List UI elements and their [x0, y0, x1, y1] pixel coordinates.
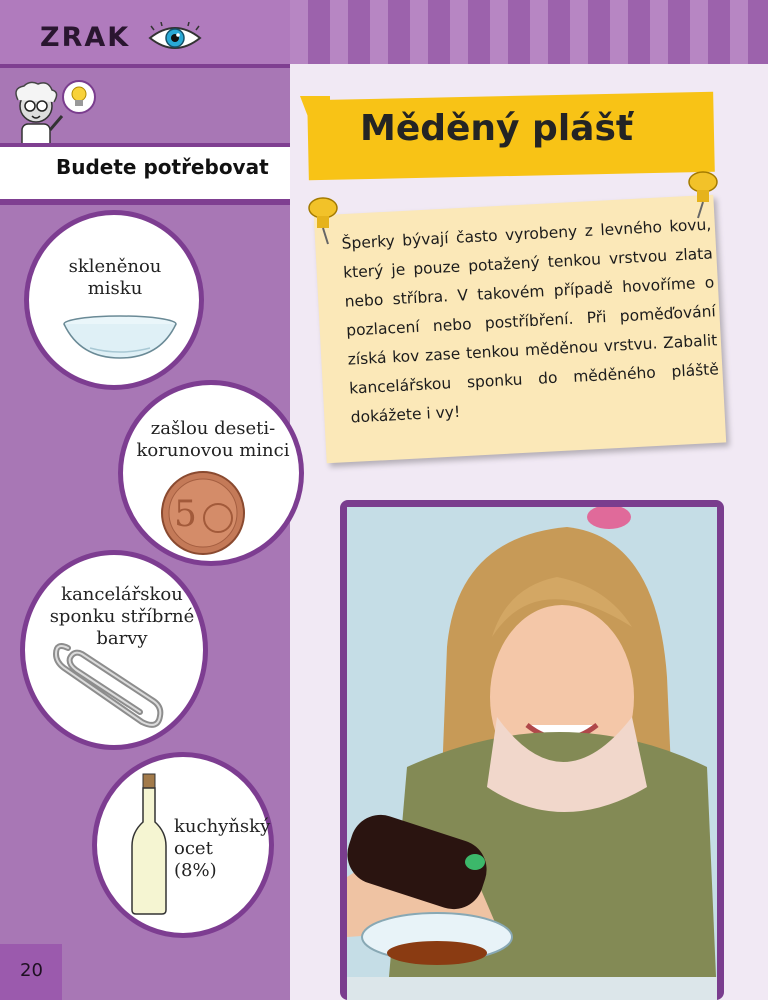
glass-bowl-icon	[60, 312, 180, 362]
vinegar-bottle-icon	[128, 772, 170, 916]
label-line: korunovou minci	[136, 440, 290, 461]
item-label-vinegar	[174, 816, 270, 882]
info-note-text: Šperky bývají často vyrobeny z levného kovu, který je pouze potažený tenkou vrstvou zlata nebo stříbra. V takovém případě hovoříme o pozlacení nebo postříbření. Při poměďování získá kov zase tenkou měděnou vrstvu. Zabalit kancelářskou sponku do měděného pláště dokážete i vy!	[341, 215, 720, 427]
label-line: (8%)	[174, 860, 217, 881]
paperclip-icon	[48, 632, 166, 732]
item-circle-bowl	[24, 210, 204, 390]
section-label: ZRAK	[40, 22, 131, 53]
item-label-bowl	[40, 256, 190, 300]
photo-illustration	[347, 507, 717, 1000]
label-line: misku	[87, 278, 143, 299]
item-label-coin	[128, 418, 298, 462]
label-line: kancelářskou	[61, 584, 183, 605]
top-banner-stripes	[290, 0, 768, 64]
label-line: skleněnou	[68, 256, 162, 277]
lightbulb-icon	[62, 80, 96, 114]
label-line: sponku stříbrné	[49, 606, 195, 627]
label-line: ocet	[174, 838, 213, 859]
label-line: barvy	[96, 628, 148, 649]
eye-icon	[148, 22, 202, 54]
coin-icon	[160, 470, 246, 556]
title-band-tail	[300, 96, 330, 136]
pushpin-icon	[306, 196, 340, 246]
page-title: Měděný plášť	[360, 108, 634, 149]
page-number: 20	[20, 960, 43, 981]
needs-heading: Budete potřebovat	[56, 155, 269, 179]
top-divider	[0, 64, 290, 68]
label-line: zašlou deseti-	[150, 418, 276, 439]
girl-pouring-vinegar-photo	[347, 507, 717, 1000]
pushpin-icon	[686, 170, 720, 220]
label-line: kuchyňský	[174, 816, 271, 837]
svg-text:5: 5	[174, 494, 197, 535]
